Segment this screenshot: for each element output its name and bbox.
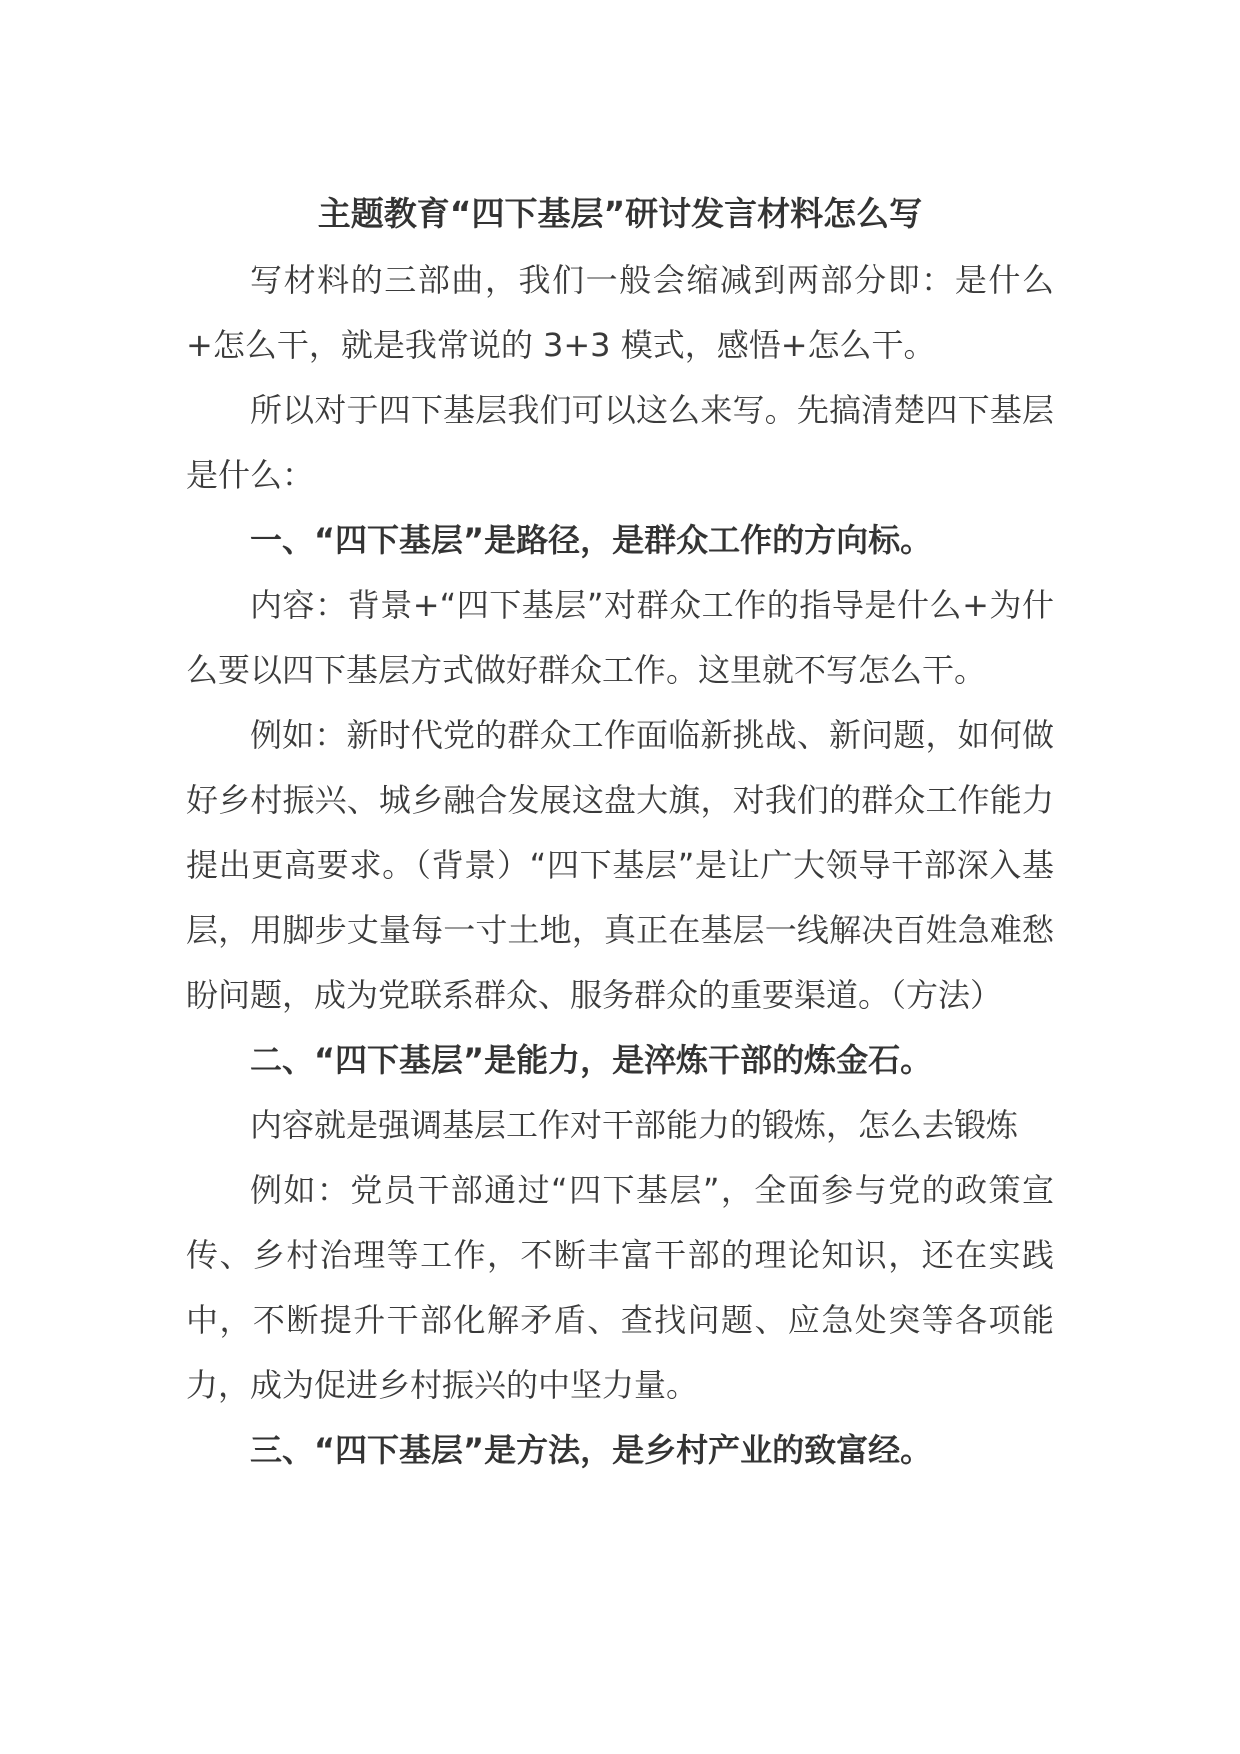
section-example: 例如：党员干部通过“四下基层”，全面参与党的政策宣传、乡村治理等工作，不断丰富干部的理论知识，还在实践中，不断提升干部化解矛盾、查找问题、应急处突等各项能力，成为促进乡村振兴的中坚力量。	[186, 1171, 1054, 1404]
section-content: 内容就是强调基层工作对干部能力的锻炼，怎么去锻炼	[250, 1106, 1019, 1144]
section-heading: 二、“四下基层”是能力，是淬炼干部的炼金石。	[250, 1041, 933, 1079]
intro-paragraph: 所以对于四下基层我们可以这么来写。先搞清楚四下基层是什么：	[186, 391, 1054, 494]
document-title: 主题教育“四下基层”研讨发言材料怎么写	[317, 194, 923, 233]
section-heading: 三、“四下基层”是方法，是乡村产业的致富经。	[250, 1431, 933, 1469]
intro-paragraph: 写材料的三部曲，我们一般会缩减到两部分即：是什么+怎么干，就是我常说的 3+3 模式，感悟+怎么干。	[186, 261, 1054, 364]
document-body	[186, 190, 1054, 1483]
section-example: 例如：新时代党的群众工作面临新挑战、新问题，如何做好乡村振兴、城乡融合发展这盘大旗，对我们的群众工作能力提出更高要求。（背景）“四下基层”是让广大领导干部深入基层，用脚步丈量每一寸土地，真正在基层一线解决百姓急难愁盼问题，成为党联系群众、服务群众的重要渠道。（方法）	[186, 716, 1054, 1014]
section-content: 内容：背景+“四下基层”对群众工作的指导是什么+为什么要以四下基层方式做好群众工作。这里就不写怎么干。	[186, 586, 1054, 689]
section-heading: 一、“四下基层”是路径，是群众工作的方向标。	[250, 521, 933, 559]
